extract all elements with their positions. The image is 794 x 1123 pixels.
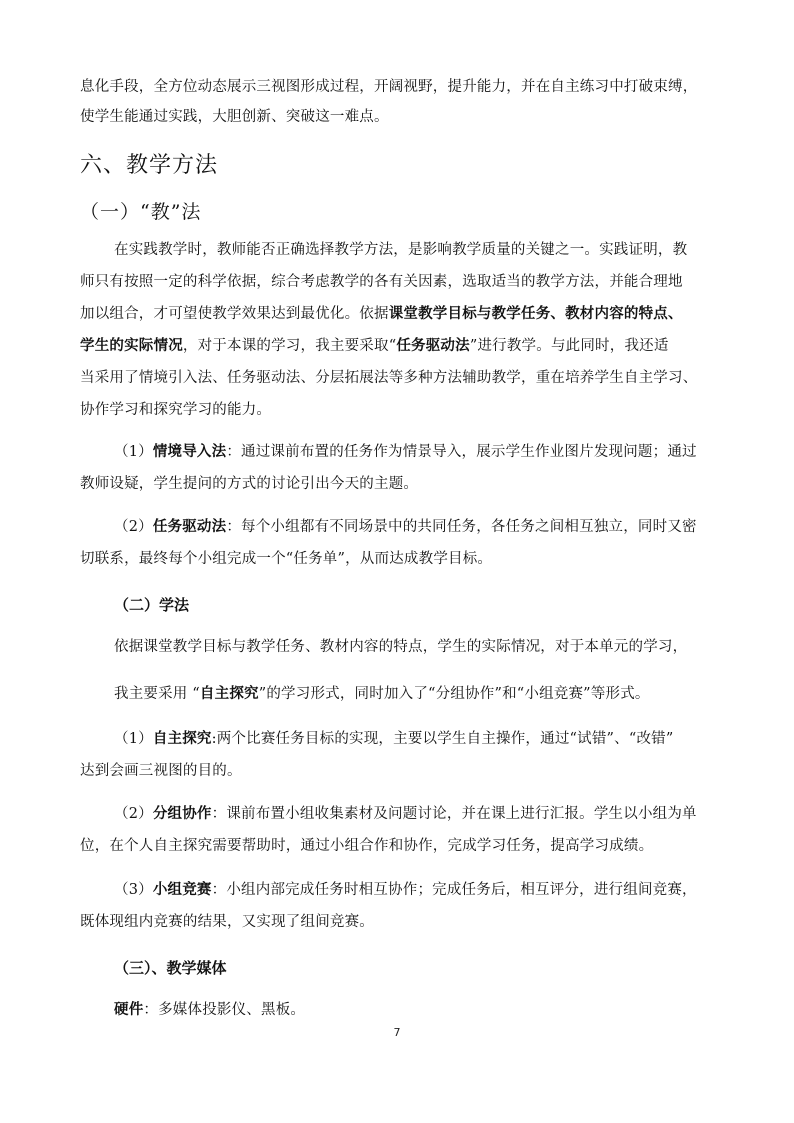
- text-run: ：小组内部完成任务时相互协作；完成任务后，相互评分，进行组间竞赛，: [211, 882, 697, 898]
- paragraph-line: [80, 304, 683, 324]
- list-item-line: 位，在个人自主探究需要帮助时，通过小组合作和协作，完成学习任务，提高学习成绩。: [80, 838, 654, 854]
- bold-text-run: 硬件: [114, 1001, 144, 1018]
- page-number: 7: [393, 1026, 401, 1039]
- item-term: 自主探究: [152, 730, 212, 747]
- text-run: 我主要采用 “: [114, 686, 200, 702]
- list-item-line: 既体现组内竞赛的结果，又实现了组间竞赛。: [80, 914, 374, 930]
- subsection-heading-teaching-method: （一）“教”法: [80, 201, 202, 223]
- item-number: （3）: [114, 882, 153, 898]
- item-number: （2）: [114, 519, 153, 535]
- paragraph-line: [114, 684, 650, 704]
- item-term: 任务驱动法: [152, 518, 227, 535]
- bold-text-run: 课堂教学目标与教学任务、教材内容的特点、: [388, 305, 683, 322]
- paragraph-line: 使学生能通过实践，大胆创新、突破这一难点。: [80, 109, 389, 125]
- text-run: ：每个小组都有不同场景中的共同任务，各任务之间相互独立，同时又密: [226, 519, 697, 535]
- list-item-line: [114, 804, 697, 824]
- item-number: （1）: [114, 731, 153, 747]
- subsection-heading-teaching-media: （三）、教学媒体: [114, 959, 227, 977]
- section-heading: 六、教学方法: [80, 153, 219, 178]
- list-item-line: 达到会画三视图的目的。: [80, 763, 242, 779]
- list-item-line: [114, 880, 697, 900]
- item-term: 分组协作: [152, 805, 212, 822]
- list-item-line: 切联系，最终每个小组完成一个“任务单”，从而达成教学目标。: [80, 551, 493, 567]
- text-run: :两个比赛任务目标的实现，主要以学生自主操作，通过“试错”、“改错”: [211, 731, 674, 747]
- paragraph-line: [80, 336, 669, 356]
- text-run: 加以组合，才可望使教学效果达到最优化。依据: [80, 306, 389, 322]
- bold-text-run: 任务驱动法: [396, 337, 470, 354]
- paragraph-line: 息化手段，全方位动态展示三视图形成过程，开阔视野，提升能力，并在自主练习中打破束缚，: [80, 79, 698, 95]
- text-run: ”进行教学。与此同时，我还适: [469, 338, 669, 354]
- text-run: ，对于本课的学习，我主要采取“: [182, 338, 397, 354]
- bold-text-run: 自主探究: [199, 685, 259, 702]
- list-item-line: 教师设疑，学生提问的方式的讨论引出今天的主题。: [80, 476, 419, 492]
- list-item-line: [114, 729, 673, 749]
- paragraph-line: 协作学习和探究学习的能力。: [80, 402, 272, 418]
- item-term: 小组竞赛: [152, 881, 212, 898]
- text-run: ：课前布置小组收集素材及问题讨论，并在课上进行汇报。学生以小组为单: [211, 806, 697, 822]
- paragraph-line: [114, 1000, 305, 1020]
- item-number: （2）: [114, 806, 153, 822]
- paragraph-line: 在实践教学时，教师能否正确选择教学方法，是影响教学质量的关键之一。实践证明，教: [114, 242, 688, 258]
- list-item-line: [114, 517, 697, 537]
- list-item-line: [114, 442, 697, 462]
- text-run: ”的学习形式，同时加入了“分组协作”和“小组竞赛”等形式。: [258, 686, 650, 702]
- text-run: ：多媒体投影仪、黑板。: [143, 1002, 306, 1018]
- item-term: 情境导入法: [152, 443, 227, 460]
- text-run: ：通过课前布置的任务作为情景导入，展示学生作业图片发现问题；通过: [226, 444, 697, 460]
- paragraph-line: 当采用了情境引入法、任务驱动法、分层拓展法等多种方法辅助教学，重在培养学生自主学习、: [80, 370, 698, 386]
- paragraph-line: 师只有按照一定的科学依据，综合考虑教学的各有关因素，选取适当的教学方法，并能合理地: [80, 274, 683, 290]
- subsection-heading-learning-method: （二）学法: [114, 596, 190, 614]
- item-number: （1）: [114, 444, 153, 460]
- bold-text-run: 学生的实际情况: [80, 337, 183, 354]
- paragraph-line: 依据课堂教学目标与教学任务、教材内容的特点，学生的实际情况，对于本单元的学习，: [114, 639, 688, 655]
